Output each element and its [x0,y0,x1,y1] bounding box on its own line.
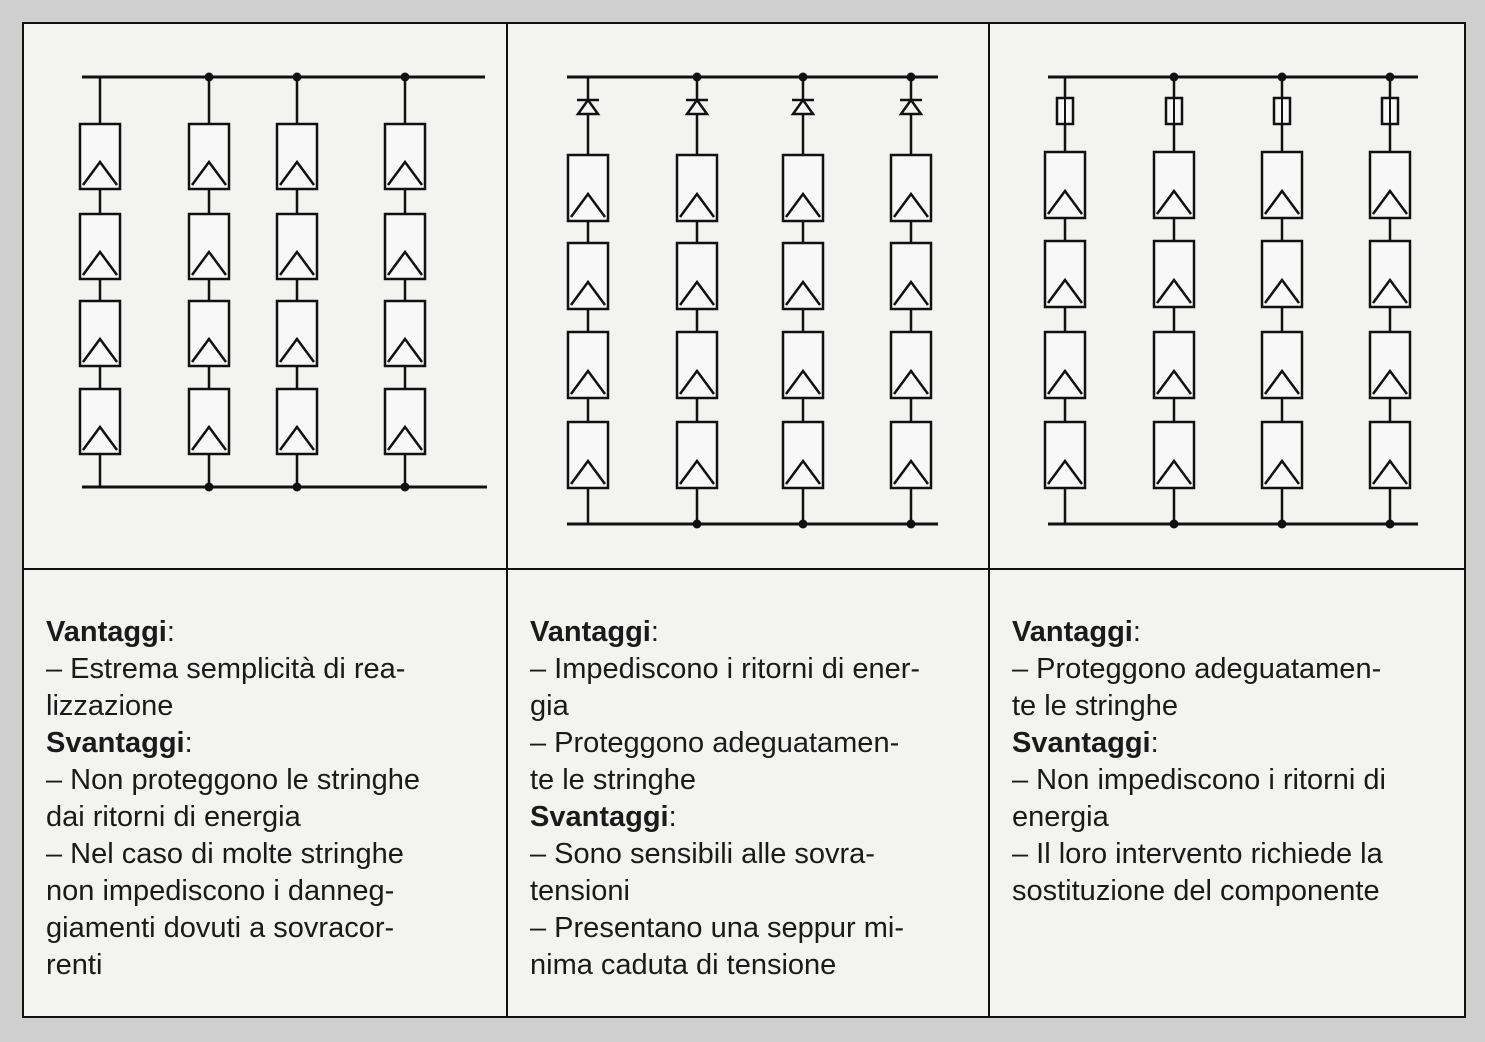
junction-dot [1278,73,1287,82]
comparison-table [22,22,1466,1018]
junction-dot [799,520,808,529]
advantage-line: gia [530,690,569,722]
junction-dot [293,73,302,82]
advantage-line: te le stringhe [530,764,697,796]
diagram-diode-strings [508,24,988,570]
advantage-line: – Proteggono adeguatamen- [530,727,900,759]
disadvantage-line: – Il loro intervento richiede la [1012,838,1383,870]
disadvantage-line: – Nel caso di molte stringhe [46,838,404,870]
advantages-heading: Vantaggi [1012,616,1133,648]
text-block: Vantaggi: – Impediscono i ritorni di ener- gia – Proteggono adeguatamen- te le stringhe Svantaggi: – Sono sensibili alle sovra- tensioni – Presentano una seppur mi- nima caduta di tensione [530,614,970,984]
junction-dot [1170,520,1179,529]
junction-dot [401,483,410,492]
junction-dot [205,73,214,82]
junction-dot [907,73,916,82]
junction-dot [693,73,702,82]
text-block: Vantaggi: – Proteggono adeguatamen- te le stringhe Svantaggi: – Non impediscono i ritorni di energia – Il loro intervento richiede la sostituzione del componente [1012,614,1452,910]
string-diagram-fuses [990,24,1466,568]
diode-symbol [793,100,813,114]
junction-dot [1386,520,1395,529]
advantage-line: te le stringhe [1012,690,1179,722]
advantage-line: lizzazione [46,690,174,722]
column-no-protection [24,24,506,1016]
junction-dot [693,520,702,529]
junction-dot [1386,73,1395,82]
disadvantage-line: energia [1012,801,1109,833]
disadvantages-heading: Svantaggi [1012,727,1151,759]
disadvantage-line: – Sono sensibili alle sovra- [530,838,875,870]
column-diode-protection [506,24,988,1016]
diode-symbol [687,100,707,114]
disadvantage-line: non impediscono i danneg- [46,875,395,907]
string-diagram-diodes [508,24,988,568]
disadvantage-line: tensioni [530,875,630,907]
junction-dot [799,73,808,82]
disadvantages-heading: Svantaggi [530,801,669,833]
advantages-heading: Vantaggi [530,616,651,648]
diagram-fuse-strings [990,24,1466,570]
string-diagram-plain [24,24,506,568]
junction-dot [293,483,302,492]
disadvantage-line: dai ritorni di energia [46,801,301,833]
junction-dot [1278,520,1287,529]
column-fuse-protection [988,24,1466,1016]
junction-dot [1170,73,1179,82]
diagram-parallel-strings [24,24,506,570]
disadvantages-heading: Svantaggi [46,727,185,759]
text-block: Vantaggi: – Estrema semplicità di rea- lizzazione Svantaggi: – Non proteggono le stringhe dai ritorni di energia – Nel caso di molte stringhe non impediscono i danneg- giamenti dovuti a sovracor- renti [46,614,486,984]
disadvantage-line: – Non proteggono le stringhe [46,764,421,796]
disadvantage-line: nima caduta di tensione [530,949,837,981]
disadvantage-line: sostituzione del componente [1012,875,1380,907]
diode-symbol [578,100,598,114]
disadvantage-line: – Non impediscono i ritorni di [1012,764,1386,796]
junction-dot [907,520,916,529]
disadvantage-line: renti [46,949,103,981]
disadvantage-line: giamenti dovuti a sovracor- [46,912,395,944]
junction-dot [205,483,214,492]
advantage-line: – Impediscono i ritorni di ener- [530,653,921,685]
disadvantage-line: – Presentano una seppur mi- [530,912,904,944]
advantages-heading: Vantaggi [46,616,167,648]
advantage-line: – Estrema semplicità di rea- [46,653,406,685]
advantage-line: – Proteggono adeguatamen- [1012,653,1382,685]
diode-symbol [901,100,921,114]
junction-dot [401,73,410,82]
